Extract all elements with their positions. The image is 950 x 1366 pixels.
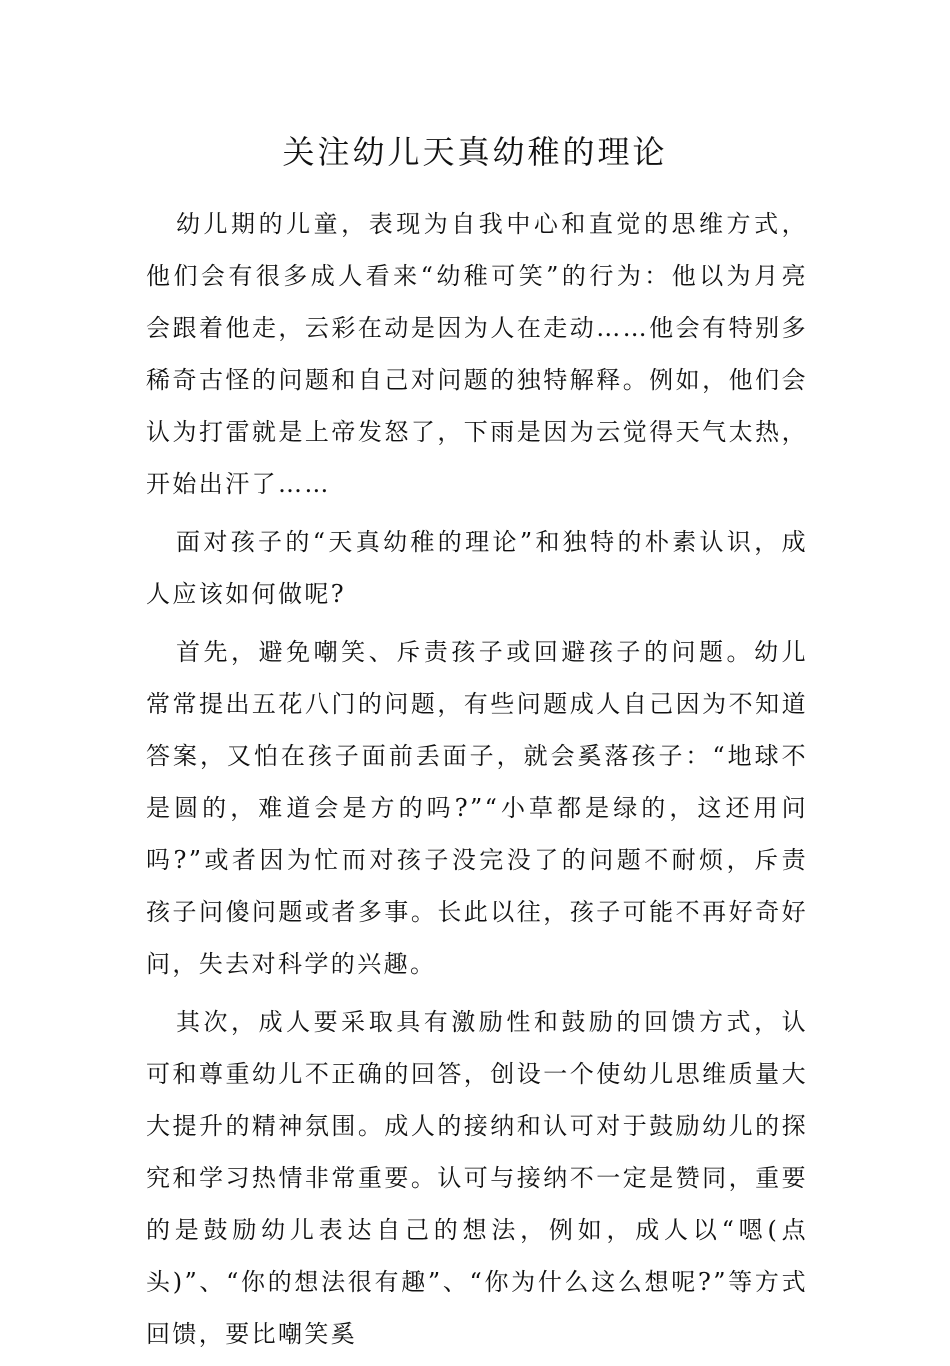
- paragraph-4: 其次，成人要采取具有激励性和鼓励的回馈方式，认可和尊重幼儿不正确的回答，创设一个使幼儿思维质量大大提升的精神氛围。成人的接纳和认可对于鼓励幼儿的探究和学习热情非常重要。认可与接纳不一定是赞同，重要的是鼓励幼儿表达自己的想法，例如，成人以“嗯(点头)”、“你的想法很有趣”、“你为什么这么想呢?”等方式回馈，要比嘲笑奚: [146, 1008, 808, 1348]
- paragraph-3: 首先，避免嘲笑、斥责孩子或回避孩子的问题。幼儿常常提出五花八门的问题，有些问题成人自己因为不知道答案，又怕在孩子面前丢面子，就会奚落孩子：“地球不是圆的，难道会是方的吗?”“小草都是绿的，这还用问吗?”或者因为忙而对孩子没完没了的问题不耐烦，斥责孩子问傻问题或者多事。长此以往，孩子可能不再好奇好问，失去对科学的兴趣。: [146, 638, 808, 978]
- document-body: [146, 198, 808, 1366]
- document-title: 关注幼儿天真幼稚的理论: [282, 133, 668, 171]
- paragraph-2: 面对孩子的“天真幼稚的理论”和独特的朴素认识，成人应该如何做呢?: [146, 528, 808, 608]
- paragraph-1: 幼儿期的儿童，表现为自我中心和直觉的思维方式，他们会有很多成人看来“幼稚可笑”的行为：他以为月亮会跟着他走，云彩在动是因为人在走动……他会有特别多稀奇古怪的问题和自己对问题的独特解释。例如，他们会认为打雷就是上帝发怒了，下雨是因为云觉得天气太热，开始出汗了……: [146, 210, 808, 498]
